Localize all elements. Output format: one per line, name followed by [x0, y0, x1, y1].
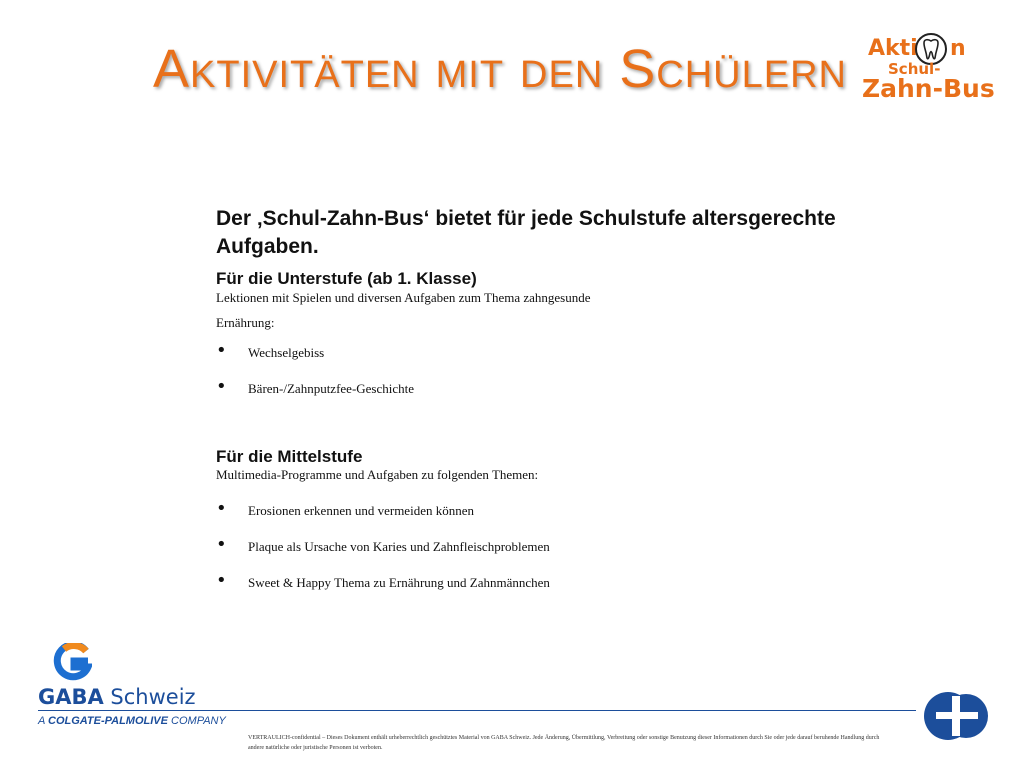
content-area: [216, 205, 836, 611]
list-item: [216, 570, 836, 611]
bullet-icon: •: [216, 498, 227, 519]
logo-text-zahn-bus: Zahn-Bus: [862, 74, 995, 103]
list-item: [216, 534, 836, 575]
list-mittelstufe: [216, 498, 836, 611]
colgate-palmolive-icon: [922, 690, 990, 742]
list-item: [216, 376, 836, 417]
bullet-icon: •: [216, 376, 227, 397]
brand-subtitle: A COLGATE-PALMOLIVE COMPANY: [38, 715, 226, 727]
footer-confidential-text: VERTRAULICH-confidential – Dieses Dokument enthält urheberrechtlich geschütztes Material von GABA Schweiz. Jede Änderung, Übermittlung, Verbreitung oder sonstige Benutzung dieser Informationen durch Sie oder jede darauf beruhende Handlung durch andere natürliche oder juristische Personen ist verboten.: [248, 735, 880, 751]
list-item-text: Bären-/Zahnputzfee-Geschichte: [248, 381, 415, 396]
list-item-text: Sweet & Happy Thema zu Ernährung und Zahnmännchen: [248, 575, 550, 590]
list-item-text: Erosionen erkennen und vermeiden können: [248, 503, 474, 518]
logo-text-n: n: [950, 36, 966, 61]
brand-name-bold: GABA: [38, 685, 104, 709]
bullet-icon: •: [216, 534, 227, 555]
gaba-logo: [38, 643, 238, 733]
list-item: [216, 498, 836, 539]
section-description-mittelstufe: Multimedia-Programme und Aufgaben zu folgenden Themen:: [216, 467, 539, 482]
list-item-text: Plaque als Ursache von Karies und Zahnfleischproblemen: [248, 539, 550, 554]
logo-text-schul: Schul-: [888, 60, 941, 78]
brand-name-rest: Schweiz: [103, 685, 196, 709]
section-heading-mittelstufe: Für die Mittelstufe: [216, 447, 363, 466]
section-heading-unterstufe: Für die Unterstufe (ab 1. Klasse): [216, 269, 477, 288]
page-title: Aktivitäten mit den Schülern: [153, 39, 847, 99]
list-item: [216, 340, 836, 381]
intro-text: Der ‚Schul-Zahn-Bus‘ bietet für jede Schulstufe altersgerechte Aufgaben.: [216, 207, 836, 258]
list-item-text: Wechselgebiss: [248, 345, 325, 360]
bullet-icon: •: [216, 340, 227, 361]
list-unterstufe: [216, 340, 836, 417]
bullet-icon: •: [216, 570, 227, 591]
gaba-g-icon: [52, 643, 92, 683]
section-description-unterstufe: Lektionen mit Spielen und diversen Aufgaben zum Thema zahngesunde Ernährung:: [216, 290, 591, 330]
aktion-schul-zahn-bus-logo: [862, 30, 1002, 104]
logo-text-akti: Akti: [868, 36, 918, 61]
footer-divider: [38, 710, 916, 711]
